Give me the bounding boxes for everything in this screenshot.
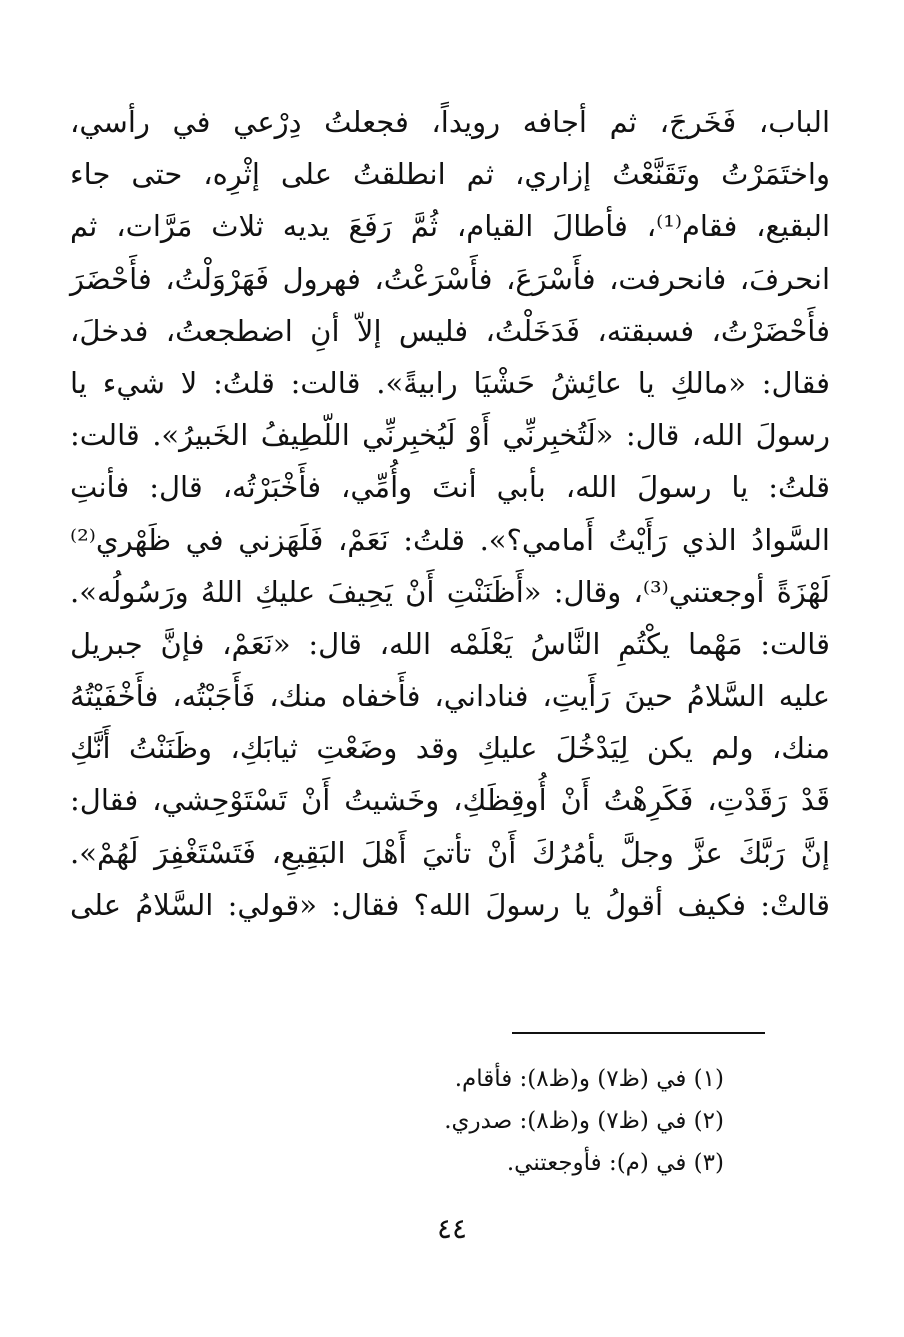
footnote-3: (٣) في (م): فأوجعتني. — [506, 1150, 724, 1176]
text-line: إنَّ رَبَّكَ عزَّ وجلَّ يأمُرُكَ أَنْ تأتيَ أَهْلَ البَقِيعِ، فَتَسْتَغْفِرَ لَهُمْ». — [70, 835, 830, 870]
footnotes — [274, 1058, 724, 1184]
text-line: لَهْزَةً أوجعتني⁽³⁾، وقال: «أَظَنَنْتِ أَنْ يَحِيفَ عليكِ اللهُ ورَسُولُه». — [70, 574, 830, 609]
text-line: فأَحْضَرْتُ، فسبقته، فَدَخَلْتُ، فليس إلاّ أنِ اضطجعتُ، فدخلَ، — [70, 313, 830, 348]
text-line: البقيع، فقام⁽¹⁾، فأطالَ القيام، ثُمَّ رَفَعَ يديه ثلاث مَرَّات، ثم — [70, 209, 831, 244]
text-line: الباب، فَخَرجَ، ثم أجافه رويداً، فجعلتُ دِرْعي في رأسي، — [70, 105, 830, 139]
text-line: قلتُ: يا رسولَ الله، بأبي أنتَ وأُمِّي، فأَخْبَرْتُه، قال: فأنتِ — [70, 470, 830, 505]
text-line: فقال: «مالكِ يا عائِشُ حَشْيَا رابيةً». قالت: قلتُ: لا شيء يا — [70, 365, 830, 400]
footnote-1: (١) في (ظ٧) و(ظ٨): فأقام. — [454, 1066, 724, 1092]
footnote-separator — [512, 1032, 765, 1034]
text-line: قالتْ: فكيف أقولُ يا رسولَ الله؟ فقال: «قولي: السَّلامُ على — [70, 887, 830, 922]
main-text — [70, 96, 830, 931]
footnote-2: (٢) في (ظ٧) و(ظ٨): صدري. — [444, 1108, 724, 1134]
text-line: قالت: مَهْما يكْتُمِ النَّاسُ يَعْلَمْه الله، قال: «نَعَمْ، فإنَّ جبريل — [70, 626, 830, 661]
text-line: رسولَ الله، قال: «لَتُخبِرنِّي أَوْ لَيُخبِرنِّي اللّطِيفُ الخَبيرُ». قالت: — [70, 418, 830, 453]
text-line: واختَمَرْتُ وتَقَنَّعْتُ إزاري، ثم انطلقتُ على إثْرِه، حتى جاء — [70, 157, 830, 192]
text-line: عليه السَّلامُ حينَ رَأَيتِ، فناداني، فأَخفاه منك، فَأَجَبْتُه، فأَخْفَيْتُهُ — [70, 679, 830, 714]
page-number: ٤٤ — [436, 1212, 468, 1245]
text-line: منك، ولم يكن لِيَدْخُلَ عليكِ وقد وضَعْتِ ثيابَكِ، وظَنَنْتُ أَنَّكِ — [70, 731, 830, 766]
text-line: انحرفَ، فانحرفت، فأَسْرَعَ، فأَسْرَعْتُ، فهرول فَهَرْوَلْتُ، فأَحْضَرَ — [70, 261, 830, 296]
text-line: قَدْ رَقَدْتِ، فَكَرِهْتُ أَنْ أُوقِظَكِ، وخَشيتُ أَنْ تَسْتَوْحِشي، فقال: — [70, 783, 830, 818]
text-line: السَّوادُ الذي رَأَيْتُ أَمامي؟». قلتُ: نَعَمْ، فَلَهَزني في ظَهْري⁽²⁾ — [70, 522, 830, 557]
